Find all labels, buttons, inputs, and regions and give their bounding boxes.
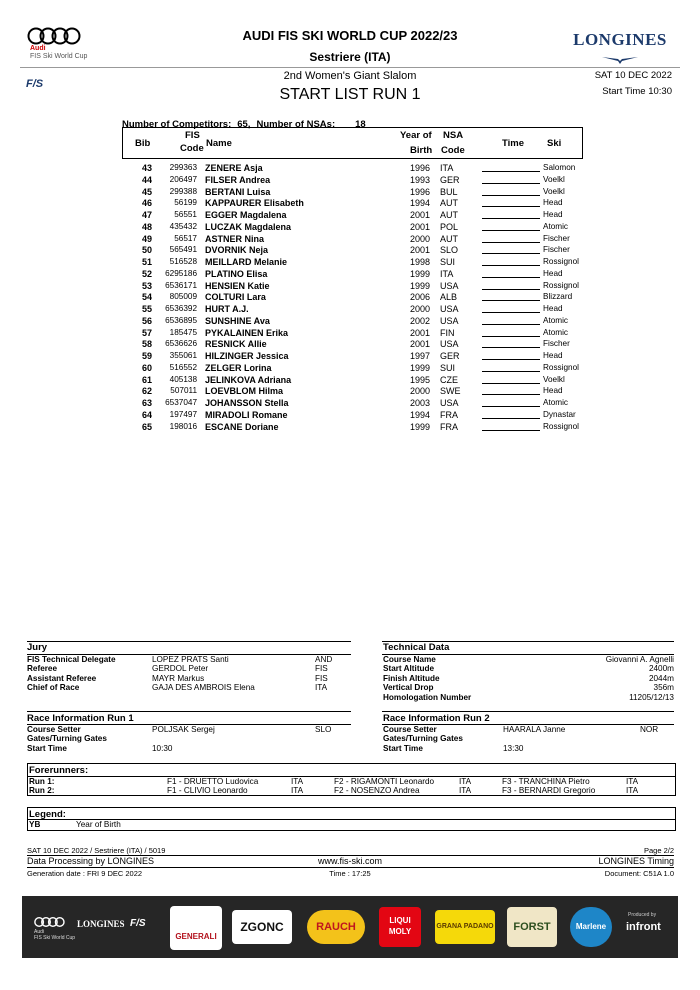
sponsor-marlene: Marlene — [570, 907, 612, 947]
fis-code: 516528 — [169, 257, 197, 266]
bib-number: 50 — [141, 245, 152, 256]
time-line — [482, 406, 540, 407]
race-date: SAT 10 DEC 2022 — [594, 70, 672, 81]
ski-brand: Rossignol — [543, 257, 579, 266]
run1-setter-nation: SLO — [315, 725, 332, 734]
table-header — [122, 127, 583, 159]
forerunner-1-nation: ITA ITA — [291, 777, 304, 796]
table-row — [0, 350, 700, 362]
fis-code: 197497 — [169, 409, 197, 419]
sponsor-longines: LONGINES — [77, 919, 125, 929]
fis-code: 6537047 — [165, 398, 197, 407]
birth-year: 1999 — [409, 362, 430, 373]
birth-year: 1995 — [409, 374, 430, 385]
bib-number: 63 — [141, 398, 152, 408]
ski-brand: Rossignol — [543, 421, 579, 431]
sponsor-audi-text: Audi FIS Ski World Cup — [34, 929, 76, 941]
run2-title: Race Information Run 2 — [383, 713, 490, 724]
birth-year: 2001 — [409, 339, 430, 350]
sponsor-infront: infront — [626, 921, 661, 933]
table-row — [0, 409, 700, 421]
fis-code: 56517 — [174, 233, 197, 243]
ski-brand: Atomic — [543, 327, 569, 337]
list-title: START LIST RUN 1 — [279, 86, 421, 103]
header-code: Code — [180, 143, 204, 154]
sponsor-forst: FORST — [507, 907, 557, 947]
time-line — [482, 300, 540, 301]
birth-year: 2000 — [409, 386, 430, 397]
run2-setter-nation: NOR — [640, 725, 659, 734]
bib-number: 43 — [141, 163, 152, 173]
athlete-name: ZENERE Asja — [205, 163, 263, 173]
ski-brand: Fischer — [543, 339, 570, 349]
nsa-code: GER — [440, 174, 460, 185]
run2-start-time: 13:30 — [503, 743, 524, 753]
time-line — [482, 371, 540, 372]
birth-year: 2001 — [409, 221, 430, 232]
time-line — [482, 359, 540, 360]
athlete-name: PYKALAINEN Erika — [205, 327, 289, 338]
fis-logo: F/S — [26, 78, 44, 90]
nsa-code: USA — [440, 315, 459, 326]
ski-brand: Rossignol — [543, 362, 579, 372]
time-line — [482, 195, 540, 196]
legend-desc: Year of Birth — [76, 820, 121, 829]
fis-code: 206497 — [169, 174, 197, 184]
ski-brand: Rossignol — [543, 280, 579, 290]
nsa-code: SLO — [440, 245, 459, 256]
fis-code: 435432 — [169, 221, 197, 231]
header-nsa: NSA — [443, 130, 464, 141]
athlete-name: PLATINO Elisa — [205, 268, 268, 279]
table-row — [0, 397, 700, 409]
bib-number: 53 — [141, 280, 152, 291]
time-line — [482, 171, 540, 172]
jury-nations: AND FIS FIS ITA — [315, 655, 333, 693]
technical-labels: Course Name Start Altitude Finish Altitude Vertical Drop Homologation Number — [383, 655, 472, 702]
jury-top-line — [27, 641, 351, 642]
nsa-code: SWE — [440, 386, 461, 397]
race-name: 2nd Women's Giant Slalom — [283, 70, 417, 82]
athlete-name: DVORNIK Neja — [205, 245, 269, 256]
table-row — [0, 221, 700, 233]
time-line — [482, 253, 540, 254]
sponsor-rauch: RAUCH — [307, 910, 365, 944]
athlete-name: MIRADOLI Romane — [205, 409, 288, 420]
nsa-code: AUT — [440, 198, 458, 209]
table-row — [0, 280, 700, 292]
header-ski: Ski — [547, 138, 562, 149]
footer-time: Time : 17:25 — [329, 869, 371, 878]
birth-year: 2002 — [409, 315, 430, 326]
start-time: Start Time 10:30 — [602, 86, 672, 97]
footer-processing: Data Processing by LONGINES — [27, 856, 155, 866]
ski-brand: Head — [543, 351, 563, 360]
footer-race-ref: SAT 10 DEC 2022 / Sestriere (ITA) / 5019 — [27, 846, 166, 855]
table-row — [0, 421, 700, 433]
athlete-name: KAPPAURER Elisabeth — [205, 198, 304, 209]
header-year: Year of — [400, 130, 432, 141]
nsa-code: ITA — [440, 163, 454, 173]
birth-year: 1997 — [409, 351, 430, 361]
time-line — [482, 230, 540, 231]
bib-number: 58 — [141, 339, 152, 350]
forerunner-2-nation: ITA ITA — [459, 777, 472, 796]
athlete-name: FILSER Andrea — [205, 174, 271, 185]
fis-code: 6536392 — [165, 304, 197, 313]
fis-code: 565491 — [169, 245, 197, 255]
jury-labels: FIS Technical Delegate Referee Assistant Referee Chief of Race — [27, 655, 116, 693]
nsa-code: ALB — [440, 292, 458, 303]
athlete-name: MEILLARD Melanie — [205, 257, 288, 267]
bib-number: 51 — [141, 257, 152, 267]
bib-number: 60 — [141, 362, 152, 373]
nsa-code: FRA — [440, 409, 458, 420]
footer-timing: LONGINES Timing — [598, 856, 674, 866]
run1-top-line — [27, 711, 351, 712]
nsa-code: GER — [440, 351, 460, 361]
table-row — [0, 233, 700, 245]
time-line — [482, 324, 540, 325]
athlete-name: COLTURI Lara — [205, 292, 266, 303]
time-line — [482, 312, 540, 313]
table-row — [0, 268, 700, 280]
athlete-name: HURT A.J. — [205, 304, 249, 314]
bib-number: 49 — [141, 233, 152, 244]
bib-number: 64 — [141, 409, 152, 420]
footer-document: Document: C51A 1.0 — [604, 869, 674, 878]
bib-number: 57 — [141, 327, 152, 338]
ski-brand: Dynastar — [543, 409, 576, 419]
forerunner-3: F3 - TRANCHINA Pietro F3 - BERNARDI Gregorio — [502, 777, 596, 796]
nsa-code: AUT — [440, 210, 458, 220]
run1-setter: POLJSAK Sergej — [152, 725, 215, 734]
sponsor-infront-caption: Produced by — [628, 912, 657, 918]
bib-number: 54 — [141, 292, 152, 303]
time-line — [482, 206, 540, 207]
table-row — [0, 338, 700, 350]
bib-number: 46 — [141, 198, 152, 209]
fis-code: 185475 — [169, 327, 197, 337]
footer-page: Page 2/2 — [643, 846, 674, 855]
sponsor-generali: GENERALI — [170, 906, 222, 950]
birth-year: 2000 — [409, 233, 430, 244]
table-row — [0, 209, 700, 221]
birth-year: 1994 — [409, 409, 430, 420]
fis-code: 6536895 — [165, 315, 197, 325]
athlete-name: HILZINGER Jessica — [205, 351, 289, 361]
jury-title: Jury — [27, 642, 48, 653]
run2-top-line — [382, 711, 674, 712]
nsa-code: AUT — [440, 233, 458, 244]
ski-brand: Atomic — [543, 221, 569, 231]
run1-start-time: 10:30 — [152, 743, 173, 753]
event-location: Sestriere (ITA) — [309, 50, 391, 64]
bib-number: 62 — [141, 386, 152, 397]
header-fis: FIS — [185, 130, 200, 141]
athlete-name: ASTNER Nina — [205, 233, 265, 244]
header-nsa-code: Code — [441, 145, 465, 156]
time-line — [482, 430, 540, 431]
athlete-name: ESCANE Doriane — [205, 421, 279, 432]
footer-url[interactable]: www.fis-ski.com — [317, 856, 382, 866]
fis-code: 56551 — [174, 210, 197, 219]
nsa-code: BUL — [440, 186, 458, 197]
technical-values: Giovanni A. Agnelli 2400m 2044m 356m 11205/12/13 — [605, 655, 674, 702]
athlete-name: BERTANI Luisa — [205, 186, 271, 197]
footer-generation: Generation date : FRI 9 DEC 2022 — [27, 869, 143, 878]
run1-labels: Course Setter Gates/Turning Gates Start Time — [27, 725, 107, 753]
birth-year: 2006 — [409, 292, 430, 303]
ski-brand: Head — [543, 198, 563, 208]
athlete-name: SUNSHINE Ava — [205, 315, 270, 326]
athlete-name: LOEVBLOM Hilma — [205, 386, 284, 397]
run2-setter: HAARALA Janne — [503, 725, 566, 734]
forerunner-2: F2 - RIGAMONTI Leonardo F2 - NOSENZO Andrea — [334, 777, 435, 796]
ski-brand: Voelkl — [543, 374, 565, 384]
athlete-name: JELINKOVA Adriana — [205, 374, 292, 385]
bib-number: 65 — [141, 421, 152, 432]
athlete-name: HENSIEN Katie — [205, 280, 270, 291]
fis-code: 516552 — [169, 362, 197, 372]
sponsor-audi-rings-icon — [34, 916, 66, 928]
fis-code: 507011 — [170, 386, 197, 396]
header-divider — [20, 67, 680, 68]
forerunners-title: Forerunners: — [29, 765, 89, 776]
athlete-name: RESNICK Allie — [205, 339, 267, 350]
sponsor-grana-padano: GRANA PADANO — [435, 910, 495, 944]
nsa-code: SUI — [440, 362, 456, 373]
audi-subtitle: Audi FIS Ski World Cup — [30, 45, 88, 60]
ski-brand: Fischer — [543, 245, 570, 255]
ski-brand: Head — [543, 304, 563, 313]
bib-number: 56 — [141, 315, 152, 326]
sponsor-liqui-moly: LIQUI MOLY — [379, 907, 421, 947]
birth-year: 2001 — [409, 245, 430, 256]
table-row — [0, 174, 700, 186]
forerunners-run-labels: Run 1: Run 2: — [29, 777, 55, 796]
event-title: AUDI FIS SKI WORLD CUP 2022/23 — [242, 28, 458, 43]
table-row — [0, 186, 700, 198]
birth-year: 1996 — [409, 186, 430, 197]
fis-code: 355061 — [169, 351, 197, 360]
nsa-code: USA — [440, 280, 459, 291]
sponsor-bar — [22, 896, 678, 958]
fis-code: 299363 — [169, 163, 197, 172]
nsa-code: ITA — [440, 268, 454, 279]
bib-number: 45 — [141, 186, 152, 197]
birth-year: 1999 — [409, 421, 430, 432]
nsa-code: USA — [440, 398, 459, 408]
ski-brand: Voelkl — [543, 174, 565, 184]
birth-year: 2001 — [409, 210, 430, 220]
time-line — [482, 277, 540, 278]
birth-year: 1998 — [409, 257, 430, 267]
fis-code: 6295186 — [165, 268, 197, 278]
table-row — [0, 291, 700, 303]
ski-brand: Head — [543, 386, 563, 396]
fis-code: 56199 — [174, 198, 197, 208]
birth-year: 2001 — [409, 327, 430, 338]
nsa-code: FIN — [440, 327, 455, 338]
table-row — [0, 374, 700, 386]
bib-number: 52 — [141, 268, 152, 279]
competitor-counts: Number of Competitors: 65, Number of NSAs: 18 — [122, 119, 366, 130]
birth-year: 1996 — [409, 163, 430, 173]
legend-title: Legend: — [29, 809, 66, 820]
legend-line — [27, 819, 675, 820]
fis-code: 405138 — [169, 374, 197, 384]
nsa-code: CZE — [440, 374, 458, 385]
header-bib: Bib — [135, 138, 151, 149]
table-row — [0, 197, 700, 209]
fis-code: 198016 — [169, 421, 197, 431]
table-row — [0, 362, 700, 374]
time-line — [482, 383, 540, 384]
nsa-code: SUI — [440, 257, 456, 267]
birth-year: 1999 — [409, 280, 430, 291]
birth-year: 1993 — [409, 174, 430, 185]
bib-number: 59 — [141, 351, 152, 361]
time-line — [482, 265, 540, 266]
time-line — [482, 183, 540, 184]
table-row — [0, 244, 700, 256]
fis-code: 299388 — [169, 186, 197, 196]
bib-number: 55 — [141, 304, 152, 314]
ski-brand: Fischer — [543, 233, 570, 243]
bib-number: 44 — [141, 174, 152, 185]
fis-code: 6536171 — [165, 280, 197, 290]
nsa-code: USA — [440, 304, 459, 314]
table-row — [0, 327, 700, 339]
athlete-name: LUCZAK Magdalena — [205, 221, 292, 232]
nsa-code: FRA — [440, 421, 458, 432]
sponsor-fis: F/S — [130, 918, 146, 929]
athlete-name: EGGER Magdalena — [205, 210, 287, 220]
time-line — [482, 418, 540, 419]
time-line — [482, 347, 540, 348]
ski-brand: Head — [543, 210, 563, 219]
ski-brand: Blizzard — [543, 292, 573, 302]
time-line — [482, 289, 540, 290]
ski-brand: Voelkl — [543, 186, 565, 196]
fis-code: 6536626 — [165, 339, 197, 349]
time-line — [482, 394, 540, 395]
longines-logo: LONGINES — [560, 30, 680, 70]
table-row — [0, 303, 700, 315]
time-line — [482, 242, 540, 243]
fis-code: 805009 — [169, 292, 197, 302]
run2-labels: Course Setter Gates/Turning Gates Start Time — [383, 725, 463, 753]
bib-number: 48 — [141, 221, 152, 232]
nsa-code: POL — [440, 221, 459, 232]
forerunner-3-nation: ITA ITA — [626, 777, 639, 796]
ski-brand: Atomic — [543, 315, 569, 325]
header-name: Name — [206, 138, 232, 149]
athlete-name: JOHANSSON Stella — [205, 398, 289, 408]
table-row — [0, 162, 700, 174]
footer-line-bottom — [27, 867, 674, 868]
birth-year: 1994 — [409, 198, 430, 209]
header-time: Time — [502, 138, 525, 149]
ski-brand: Salomon — [543, 163, 576, 172]
table-row — [0, 256, 700, 268]
birth-year: 2003 — [409, 398, 430, 408]
athlete-name: ZELGER Lorina — [205, 362, 272, 373]
longines-wings-icon — [600, 55, 640, 65]
forerunner-1: F1 - DRUETTO Ludovica F1 - CLIVIO Leonardo — [167, 777, 259, 796]
run1-title: Race Information Run 1 — [27, 713, 134, 724]
birth-year: 2000 — [409, 304, 430, 314]
table-row — [0, 385, 700, 397]
nsa-code: USA — [440, 339, 459, 350]
table-row — [0, 315, 700, 327]
bib-number: 47 — [141, 210, 152, 220]
bib-number: 61 — [141, 374, 152, 385]
header-birth: Birth — [410, 145, 433, 156]
ski-brand: Head — [543, 268, 563, 278]
technical-title: Technical Data — [383, 642, 450, 653]
legend-abbr: YB — [29, 820, 41, 829]
time-line — [482, 218, 540, 219]
sponsor-zgonc: ZGONC — [232, 910, 292, 944]
time-line — [482, 336, 540, 337]
jury-names: LOPEZ PRATS Santi GERDOL Peter MAYR Markus GAJA DES AMBROIS Elena — [152, 655, 255, 693]
birth-year: 1999 — [409, 268, 430, 279]
ski-brand: Atomic — [543, 398, 569, 407]
